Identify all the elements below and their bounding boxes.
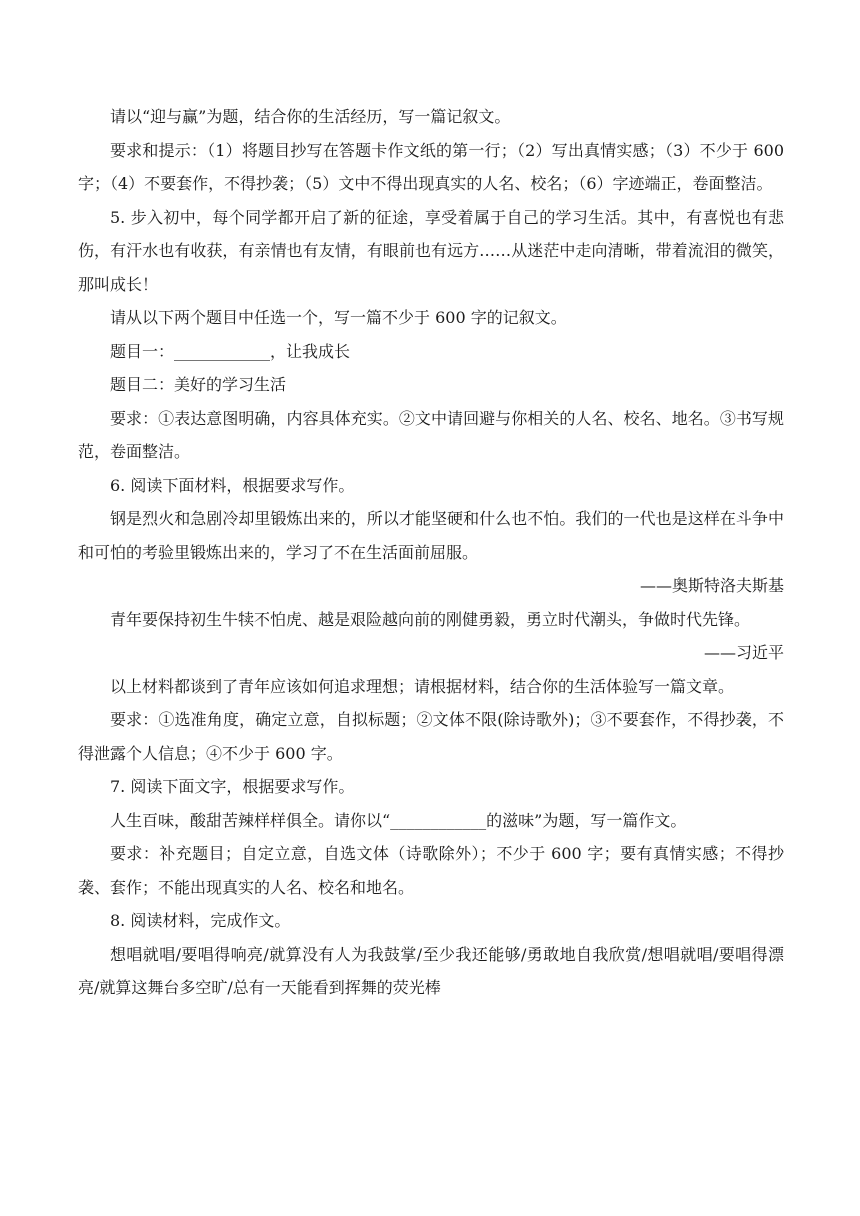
essay-prompt-paragraph: 人生百味，酸甜苦辣样样俱全。请你以“____________的滋味”为题，写一篇作文。 bbox=[110, 810, 687, 830]
instruction-paragraph: 请从以下两个题目中任选一个，写一篇不少于 600 字的记叙文。 bbox=[110, 308, 567, 327]
quote-paragraph: 青年要保持初生牛犊不怕虎、越是艰险越向前的刚健勇毅，勇立时代潮头，争做时代先锋。 bbox=[110, 609, 751, 629]
lyrics-paragraph: 想唱就唱/要唱得响亮/就算没有人为我鼓掌/至少我还能够/勇敢地自我欣赏/想唱就唱/要唱得漂亮/就算这舞台多空旷/总有一天能看到挥舞的荧光棒 bbox=[78, 944, 784, 997]
question-5-paragraph: 5. 步入初中，每个同学都开启了新的征途，享受着属于自己的学习生活。其中，有喜悦也有悲伤，有汗水也有收获，有亲情也有友情，有眼前也有远方……从迷茫中走向清晰，带着流泪的微笑，那叫成长！ bbox=[78, 207, 784, 294]
instruction-paragraph: 以上材料都谈到了青年应该如何追求理想；请根据材料，结合你的生活体验写一篇文章。 bbox=[110, 676, 735, 696]
requirements-paragraph: 要求和提示：（1）将题目抄写在答题卡作文纸的第一行；（2）写出真情实感；（3）不少于 600 字；（4）不要套作，不得抄袭；（5）文中不得出现真实的人名、校名；（6）字迹端正，卷面整洁。 bbox=[78, 140, 784, 193]
document-body bbox=[78, 100, 784, 1005]
quote-paragraph: 钢是烈火和急剧冷却里锻炼出来的，所以才能坚硬和什么也不怕。我们的一代也是这样在斗争中和可怕的考验里锻炼出来的，学习了不在生活面前屈服。 bbox=[78, 509, 784, 562]
requirements-paragraph: 要求：补充题目；自定立意，自选文体（诗歌除外）；不少于 600 字；要有真情实感；不得抄袭、套作；不能出现真实的人名、校名和地名。 bbox=[78, 844, 784, 897]
essay-prompt-paragraph: 请以“迎与赢”为题，结合你的生活经历，写一篇记叙文。 bbox=[110, 107, 511, 126]
requirements-paragraph: 要求：①表达意图明确，内容具体充实。②文中请回避与你相关的人名、校名、地名。③书写规范，卷面整洁。 bbox=[78, 408, 784, 461]
topic-one: 题目一：____________，让我成长 bbox=[110, 341, 351, 361]
topic-two: 题目二：美好的学习生活 bbox=[110, 375, 287, 394]
question-8-heading: 8. 阅读材料，完成作文。 bbox=[110, 911, 291, 930]
question-6-heading: 6. 阅读下面材料，根据要求写作。 bbox=[110, 475, 355, 495]
quote-attribution: ——奥斯特洛夫斯基 bbox=[639, 576, 784, 595]
question-7-heading: 7. 阅读下面文字，根据要求写作。 bbox=[110, 777, 355, 796]
quote-attribution: ——习近平 bbox=[703, 643, 784, 662]
requirements-paragraph: 要求：①选准角度，确定立意，自拟标题；②文体不限(除诗歌外)；③不要套作，不得抄袭，不得泄露个人信息；④不少于 600 字。 bbox=[78, 710, 784, 763]
